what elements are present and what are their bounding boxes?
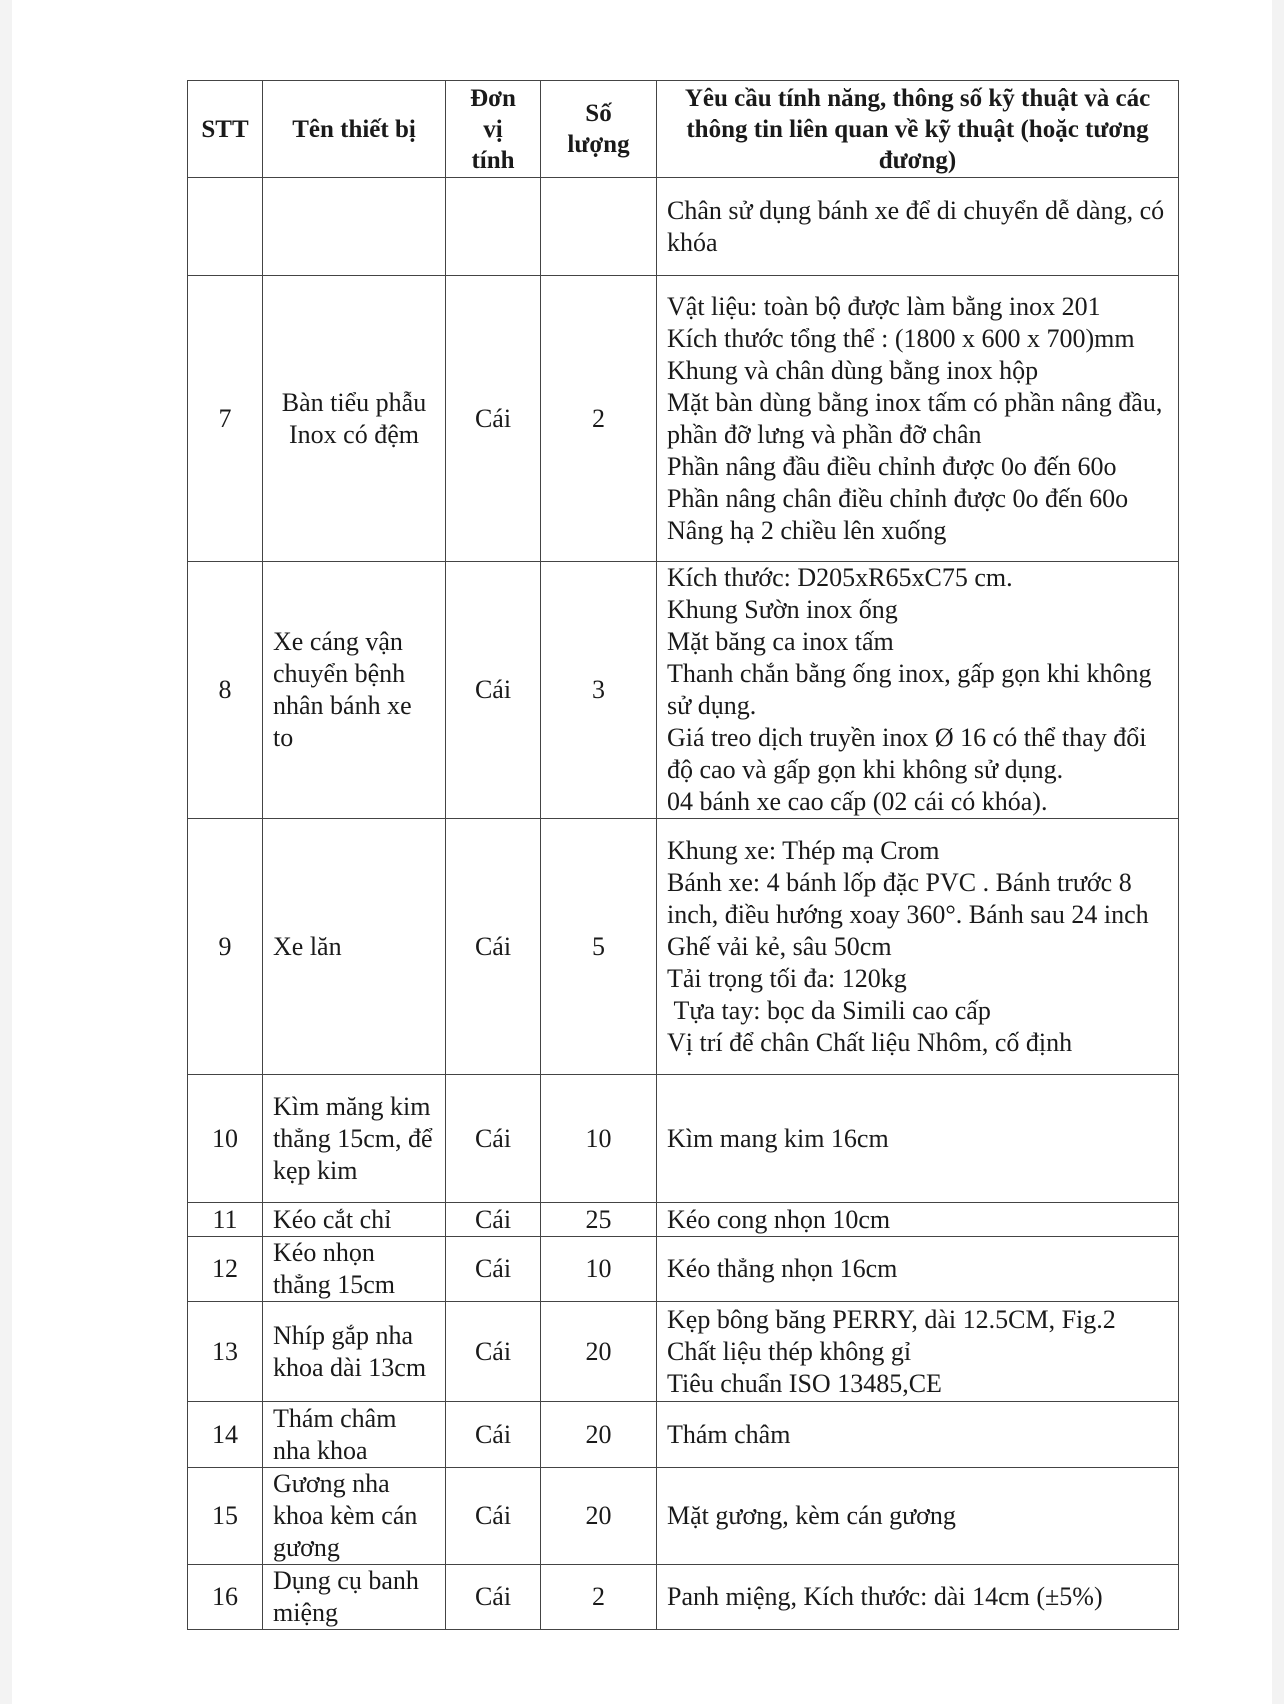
- document-page: [12, 0, 1272, 1704]
- cell-specification: [657, 1565, 1179, 1630]
- spec-line: Kìm mang kim 16cm: [667, 1123, 889, 1153]
- cell-specification: [657, 819, 1179, 1075]
- cell-quantity: 25: [541, 1203, 657, 1237]
- cell-device-name: Kéo cắt chỉ: [263, 1203, 446, 1237]
- header-unit: Đơn vị tính: [446, 81, 541, 178]
- cell-specification: [657, 562, 1179, 819]
- cell-specification: [657, 276, 1179, 562]
- cell-quantity: 10: [541, 1237, 657, 1302]
- spec-line: Khung Sườn inox ống: [667, 595, 898, 624]
- cell-quantity: 3: [541, 562, 657, 819]
- spec-line: Mặt băng ca inox tấm: [667, 627, 894, 656]
- spec-line: 04 bánh xe cao cấp (02 cái có khóa).: [667, 787, 1048, 816]
- header-specification: Yêu cầu tính năng, thông số kỹ thuật và các thông tin liên quan về kỹ thuật (hoặc tương đương): [657, 81, 1179, 178]
- cell-device-name: Dụng cụ banh miệng: [263, 1565, 446, 1630]
- cell-stt: 8: [188, 562, 263, 819]
- spec-line: Panh miệng, Kích thước: dài 14cm (±5%): [667, 1582, 1103, 1611]
- cell-specification: [657, 1237, 1179, 1302]
- cell-stt: [188, 178, 263, 276]
- cell-unit: Cái: [446, 1468, 541, 1565]
- table-row: [188, 1302, 1179, 1402]
- table-row: [188, 1402, 1179, 1468]
- table-row: [188, 276, 1179, 562]
- spec-line: Kích thước tổng thể : (1800 x 600 x 700)mm: [667, 323, 1135, 353]
- cell-unit: Cái: [446, 562, 541, 819]
- cell-quantity: 20: [541, 1402, 657, 1468]
- cell-stt: 15: [188, 1468, 263, 1565]
- spec-line: Mặt bàn dùng bằng inox tấm có phần nâng đầu, phần đỡ lưng và phần đỡ chân: [667, 387, 1163, 449]
- spec-line: Mặt gương, kèm cán gương: [667, 1501, 956, 1530]
- cell-stt: 12: [188, 1237, 263, 1302]
- spec-line: Bánh xe: 4 bánh lốp đặc PVC . Bánh trước 8 inch, điều hướng xoay 360°. Bánh sau 24 inch: [667, 867, 1149, 929]
- spec-line: Kéo cong nhọn 10cm: [667, 1204, 891, 1234]
- spec-line: Thám châm: [667, 1419, 791, 1449]
- cell-unit: Cái: [446, 1203, 541, 1237]
- cell-device-name: Bàn tiểu phẫu Inox có đệm: [263, 276, 446, 562]
- cell-specification: [657, 178, 1179, 276]
- spec-line: Ghế vải kẻ, sâu 50cm: [667, 931, 892, 961]
- cell-stt: 9: [188, 819, 263, 1075]
- spec-line: Vị trí để chân Chất liệu Nhôm, cố định: [667, 1027, 1073, 1057]
- cell-device-name: Kéo nhọn thẳng 15cm: [263, 1237, 446, 1302]
- cell-stt: 14: [188, 1402, 263, 1468]
- table-row: [188, 1237, 1179, 1302]
- header-device-name: Tên thiết bị: [263, 81, 446, 178]
- spec-line: Chất liệu thép không gỉ: [667, 1336, 912, 1366]
- spec-line: Chân sử dụng bánh xe để di chuyển dễ dàng, có khóa: [667, 195, 1165, 257]
- cell-unit: Cái: [446, 1402, 541, 1468]
- cell-unit: Cái: [446, 819, 541, 1075]
- cell-quantity: 2: [541, 1565, 657, 1630]
- cell-quantity: 10: [541, 1075, 657, 1203]
- table-row: [188, 1565, 1179, 1630]
- spec-line: Vật liệu: toàn bộ được làm bằng inox 201: [667, 291, 1101, 321]
- spec-line: Phần nâng đầu điều chỉnh được 0o đến 60o: [667, 451, 1117, 481]
- cell-quantity: 2: [541, 276, 657, 562]
- cell-unit: Cái: [446, 1565, 541, 1630]
- cell-stt: 10: [188, 1075, 263, 1203]
- spec-line: Giá treo dịch truyền inox Ø 16 có thể thay đổi độ cao và gấp gọn khi không sử dụng.: [667, 723, 1147, 784]
- cell-specification: [657, 1075, 1179, 1203]
- cell-quantity: 20: [541, 1468, 657, 1565]
- cell-unit: Cái: [446, 1237, 541, 1302]
- table-row: [188, 819, 1179, 1075]
- cell-specification: [657, 1203, 1179, 1237]
- spec-line: Khung và chân dùng bằng inox hộp: [667, 355, 1039, 385]
- cell-stt: 11: [188, 1203, 263, 1237]
- spec-line: Tải trọng tối đa: 120kg: [667, 963, 907, 993]
- cell-device-name: Xe cáng vận chuyển bệnh nhân bánh xe to: [263, 562, 446, 819]
- cell-device-name: [263, 178, 446, 276]
- spec-line: Thanh chắn bằng ống inox, gấp gọn khi không sử dụng.: [667, 659, 1152, 720]
- header-quantity: Số lượng: [541, 81, 657, 178]
- cell-specification: [657, 1302, 1179, 1402]
- cell-device-name: Gương nha khoa kèm cán gương: [263, 1468, 446, 1565]
- equipment-spec-table: [187, 80, 1179, 1630]
- cell-stt: 16: [188, 1565, 263, 1630]
- table-row: [188, 1468, 1179, 1565]
- cell-unit: Cái: [446, 1075, 541, 1203]
- cell-stt: 7: [188, 276, 263, 562]
- cell-unit: Cái: [446, 1302, 541, 1402]
- spec-line: Kẹp bông băng PERRY, dài 12.5CM, Fig.2: [667, 1304, 1116, 1334]
- spec-line: Nâng hạ 2 chiều lên xuống: [667, 515, 947, 545]
- spec-line: Kích thước: D205xR65xC75 cm.: [667, 563, 1013, 592]
- cell-specification: [657, 1402, 1179, 1468]
- spec-line: Kéo thẳng nhọn 16cm: [667, 1254, 898, 1283]
- table-row: [188, 178, 1179, 276]
- header-stt: STT: [188, 81, 263, 178]
- spec-line: Tựa tay: bọc da Simili cao cấp: [667, 995, 991, 1025]
- cell-unit: [446, 178, 541, 276]
- table-row: [188, 1203, 1179, 1237]
- cell-device-name: Kìm măng kim thẳng 15cm, để kẹp kim: [263, 1075, 446, 1203]
- spec-line: Phần nâng chân điều chỉnh được 0o đến 60o: [667, 483, 1129, 513]
- cell-quantity: 5: [541, 819, 657, 1075]
- table-header-row: [188, 81, 1179, 178]
- cell-device-name: Xe lăn: [263, 819, 446, 1075]
- cell-unit: Cái: [446, 276, 541, 562]
- cell-stt: 13: [188, 1302, 263, 1402]
- cell-device-name: Nhíp gắp nha khoa dài 13cm: [263, 1302, 446, 1402]
- cell-quantity: 20: [541, 1302, 657, 1402]
- cell-quantity: [541, 178, 657, 276]
- cell-specification: [657, 1468, 1179, 1565]
- table-row: [188, 562, 1179, 819]
- cell-device-name: Thám châm nha khoa: [263, 1402, 446, 1468]
- table-row: [188, 1075, 1179, 1203]
- spec-line: Khung xe: Thép mạ Crom: [667, 835, 940, 865]
- spec-line: Tiêu chuẩn ISO 13485,CE: [667, 1368, 942, 1398]
